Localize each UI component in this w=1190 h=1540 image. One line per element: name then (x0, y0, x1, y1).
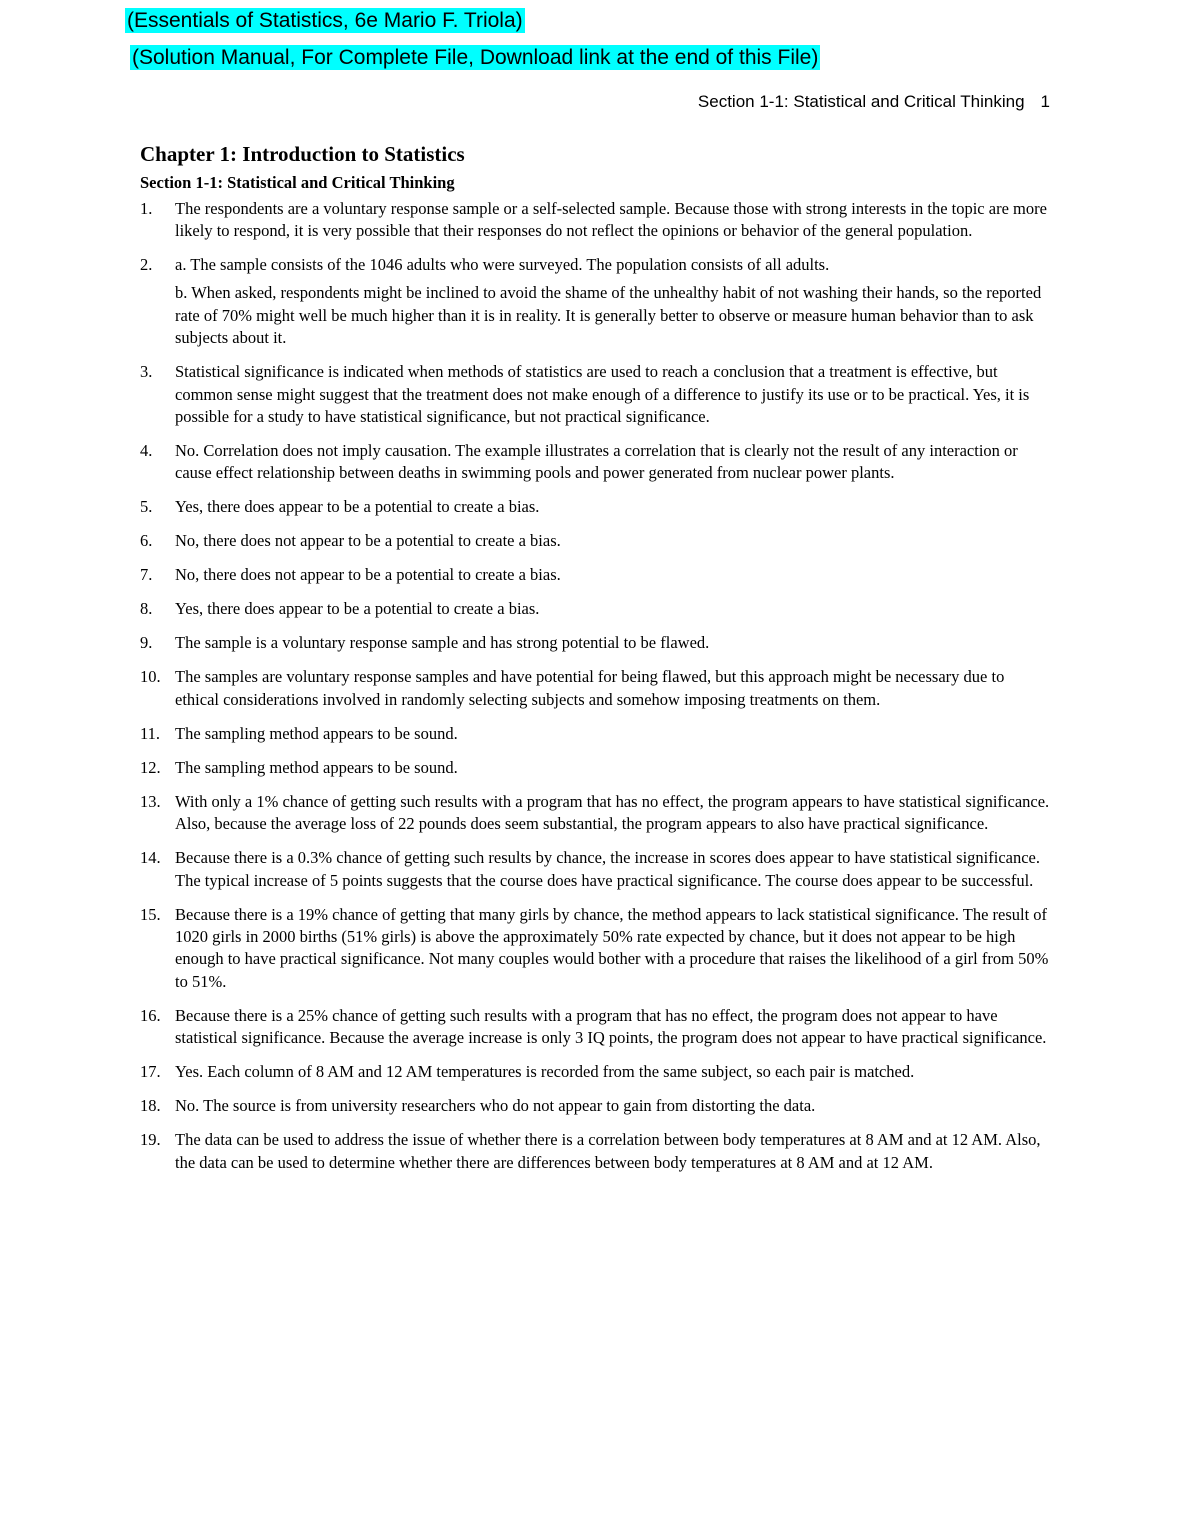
answer-item (140, 1061, 1052, 1083)
answer-number: 16. (140, 1005, 161, 1025)
answer-text: The samples are voluntary response samples and have potential for being flawed, but this approach might be necessary due to ethical considerations involved in randomly selecting subjects and somehow imposing treatments on them. (175, 667, 1005, 709)
section-title: Section 1-1: Statistical and Critical Thinking (140, 173, 455, 192)
answer-text: With only a 1% chance of getting such results with a program that has no effect, the program appears to have statistical significance. Also, because the average loss of 22 pounds does seem substantial, the program appears to also have practical significance. (175, 791, 1050, 834)
answer-item (140, 254, 1052, 349)
answer-number: 14. (140, 848, 161, 868)
banner-download-note: (Solution Manual, For Complete File, Download link at the end of this File) (132, 46, 819, 69)
answer-text: No, there does not appear to be a potential to create a bias. (175, 565, 561, 585)
chapter-title: Chapter 1: Introduction to Statistics (140, 142, 465, 166)
answer-number: 17. (140, 1062, 161, 1082)
banner-title: (Essentials of Statistics, 6e Mario F. Triola) (127, 9, 523, 32)
answer-number: 7. (140, 565, 153, 585)
running-header-title: Section 1-1: Statistical and Critical Thinking (697, 92, 1025, 111)
answer-text: The sample is a voluntary response sample and has strong potential to be flawed. (175, 633, 710, 653)
answer-item (140, 496, 1052, 518)
answer-text: Because there is a 0.3% chance of getting such results by chance, the increase in scores does appear to have statistical significance. The typical increase of 5 points suggests that the course does have practical significance. The course does appear to be successful. (175, 848, 1040, 890)
page-number: 1 (1040, 92, 1050, 111)
answer-text: The sampling method appears to be sound. (175, 757, 458, 777)
answer-text: No. Correlation does not imply causation. The example illustrates a correlation that is clearly not the result of any interaction or cause effect relationship between deaths in swimming pools and power generated from nuclear power plants. (175, 441, 1018, 483)
answer-item (140, 723, 1052, 745)
answer-number: 10. (140, 667, 161, 687)
answer-item (140, 530, 1052, 552)
answer-list (140, 198, 1052, 1174)
answer-item (140, 757, 1052, 779)
answer-number: 12. (140, 757, 161, 777)
running-header (698, 90, 1050, 114)
answer-text: The sampling method appears to be sound. (175, 723, 458, 743)
answer-text: No. The source is from university researchers who do not appear to gain from distorting the data. (175, 1096, 816, 1116)
answer-text: Yes, there does appear to be a potential to create a bias. (175, 599, 540, 619)
answer-text: Statistical significance is indicated when methods of statistics are used to reach a conclusion that a treatment is effective, but common sense might suggest that the treatment does not make enough of a difference to justify its use or to be practical. Yes, it is possible for a study to have statistical significance, but not practical significance. (175, 362, 1030, 427)
answer-part: b. When asked, respondents might be inclined to avoid the shame of the unhealthy habit of not washing their hands, so the reported rate of 70% might well be much higher than it is in reality. It is generally better to observe or measure human behavior than to ask subjects about it. (175, 283, 1042, 348)
answer-item (140, 361, 1052, 428)
answer-number: 11. (140, 723, 161, 743)
answer-item (140, 666, 1052, 711)
answer-number: 13. (140, 791, 161, 811)
answer-item (140, 598, 1052, 620)
answer-text (175, 254, 1052, 349)
answer-number: 3. (140, 362, 153, 382)
answer-text: No, there does not appear to be a potential to create a bias. (175, 531, 561, 551)
answer-item (140, 904, 1052, 994)
answer-number: 18. (140, 1096, 161, 1116)
answer-number: 19. (140, 1130, 161, 1150)
document-body (140, 140, 1052, 1186)
answer-item (140, 847, 1052, 892)
answer-number: 6. (140, 531, 153, 551)
answer-number: 9. (140, 633, 153, 653)
answer-number: 5. (140, 497, 153, 517)
answer-number: 2. (140, 255, 153, 275)
answer-text: Yes. Each column of 8 AM and 12 AM temperatures is recorded from the same subject, so each pair is matched. (175, 1062, 915, 1082)
answer-item (140, 440, 1052, 485)
answer-text: Yes, there does appear to be a potential to create a bias. (175, 497, 540, 517)
answer-item (140, 564, 1052, 586)
answer-text: The data can be used to address the issue of whether there is a correlation between body temperatures at 8 AM and at 12 AM. Also, the data can be used to determine whether there are differences between body temperatures at 8 AM and at 12 AM. (175, 1130, 1041, 1172)
answer-text: Because there is a 19% chance of getting that many girls by chance, the method appears to lack statistical significance. The result of 1020 girls in 2000 births (51% girls) is above the approximately 50% rate expected by chance, but it does not appear to be high enough to have practical significance. Not many couples would bother with a procedure that raises the likelihood of a girl from 50% to 51%. (175, 904, 1049, 991)
answer-item (140, 198, 1052, 243)
answer-number: 4. (140, 441, 153, 461)
answer-text: The respondents are a voluntary response sample or a self-selected sample. Because those with strong interests in the topic are more likely to respond, it is very possible that their responses do not reflect the opinions or behavior of the general population. (175, 199, 1047, 241)
answer-part: a. The sample consists of the 1046 adults who were surveyed. The population consists of all adults. (175, 255, 830, 275)
answer-item (140, 791, 1052, 836)
answer-number: 8. (140, 599, 153, 619)
answer-item (140, 1129, 1052, 1174)
answer-item (140, 1095, 1052, 1117)
answer-item (140, 632, 1052, 654)
answer-item (140, 1005, 1052, 1050)
answer-text: Because there is a 25% chance of getting such results with a program that has no effect, the program does not appear to have statistical significance. Because the average increase is only 3 IQ points, the program does not appear to have practical significance. (175, 1005, 1047, 1048)
answer-number: 15. (140, 904, 161, 924)
answer-number: 1. (140, 199, 153, 218)
